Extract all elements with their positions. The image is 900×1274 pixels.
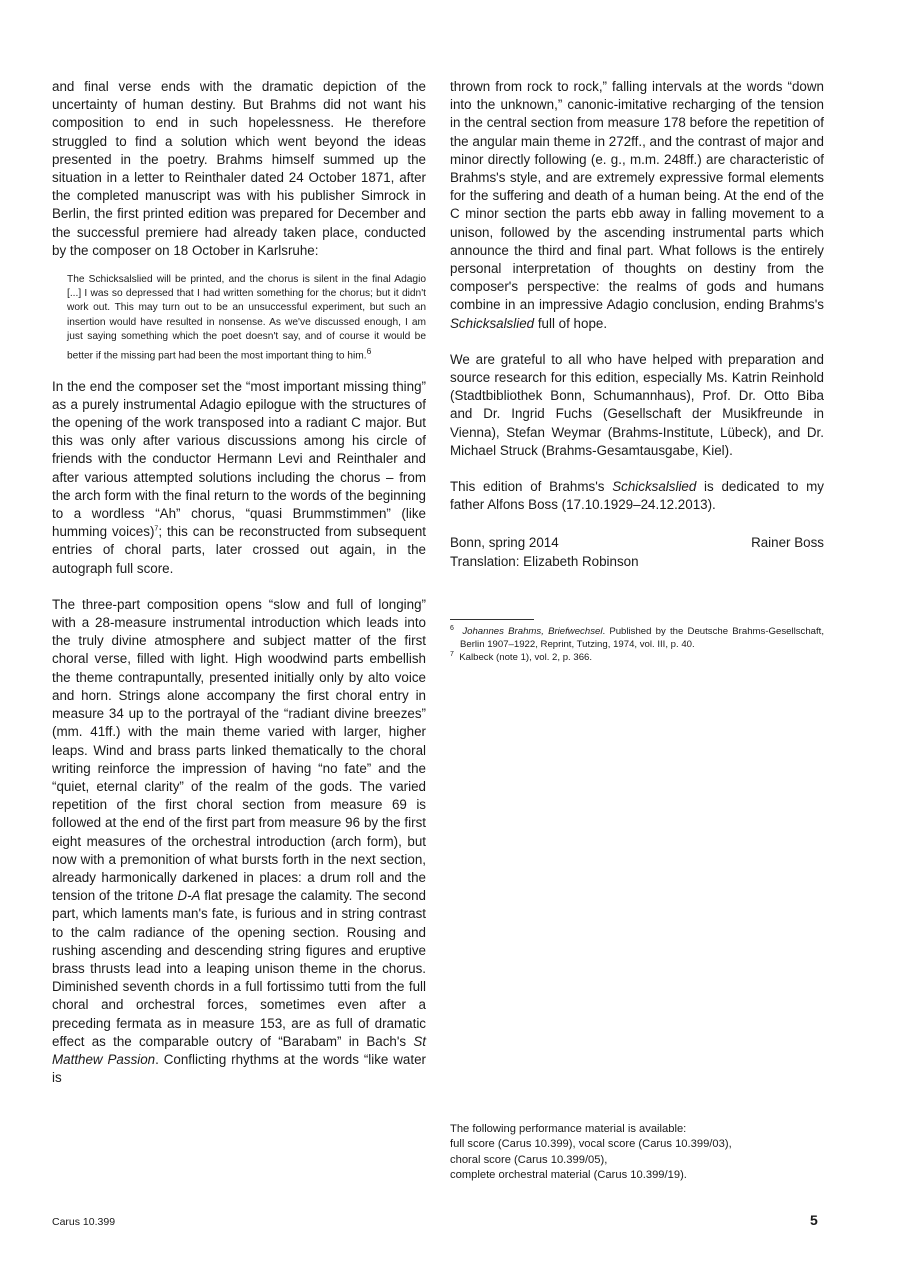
translation-credit: Translation: Elizabeth Robinson [450, 553, 639, 569]
author-name: Rainer Boss [751, 535, 824, 551]
paragraph-text: flat presage the calamity. The second part, which laments man's fate, is furious and in string contrast to the calm radiance of the opening section. Rousing and rushing ascending and descending string figures and eruptive brass thrusts lead into a leaping unison theme in the chorus. Diminished seventh chords in a full fortissimo tutti from the full choral and orchestral forces, sometimes even after a preceding fermata as in measure 153, are as full of dramatic effect as the comparable outcry of “Barabam” in Bach's [52, 888, 427, 1049]
paragraph-text: We are grateful to all who have helped with preparation and source research for this edition, especially Ms. Katrin Reinhold (Stadtbibliothek Bonn, Schumannhaus), Prof. Dr. Otto Biba and Dr. Ingrid Fuchs (Gesellschaft der Musikfreunde in Vienna), Stefan Weymar (Brahms-Institute, Lübeck), and Dr. Michael Struck (Brahms-Gesamtausgabe, Kiel). [450, 351, 824, 458]
place-date: Bonn, spring 2014 [450, 535, 559, 551]
quote-text: The Schicksalslied will be printed, and the chorus is silent in the final Adagio [...] I was so depressed that I had written something for the chorus; but it didn't work out. This may turn out to be an unsuccessful experiment, but such an insertion would have resulted in nonsense. As we've discussed enough, I am just saying something which the poet doesn't say, and of course it would be better if the missing part had been the most important thing to him. [67, 274, 426, 362]
paragraph-text: In the end the composer set the “most important missing thing” as a purely instrumental Adagio epilogue with the structures of the opening of the work transposed into a radiant C major. But this was only after various discussions among his circle of friends with the conductor Hermann Levi and Reinthaler and after various attempted solutions including the chorus – from the arch form with the final return to the words of the beginning to a wordless “Ah” chorus, “quasi Brummstimmen” (like humming voices) [52, 378, 426, 540]
paragraph-destiny [52, 78, 426, 260]
performance-heading: The following performance material is available: [450, 1123, 687, 1135]
footnote-ref-6: 6 [366, 346, 372, 357]
performance-item: complete orchestral material (Carus 10.399/19). [450, 1169, 687, 1182]
work-title-italic: Schicksalslied [450, 315, 535, 331]
performance-item: choral score (Carus 10.399/05), [450, 1153, 608, 1166]
work-title-italic: Schicksalslied [612, 479, 697, 495]
paragraph-text: This edition of Brahms's [450, 479, 613, 495]
paragraph-text: and final verse ends with the dramatic depiction of the uncertainty of human destiny. But Brahms did not want his composition to end in such hopelessness. He therefore struggled to find a solution which went beyond the ideas presented in the poetry. Brahms himself summed up the situation in a letter to Reinthaler dated 24 October 1871, after the completed manuscript was with his publisher Simrock in Berlin, the first printed edition was prepared for December and the successful premiere had already taken place, conducted by the composer on 18 October in Karlsruhe: [52, 79, 426, 258]
paragraph-text: thrown from rock to rock,” falling intervals at the words “down into the unknown,” canonic-imitative recharging of the tension in the central section from measure 178 before the repetition of the angular main theme in 272ff., and the contrast of major and minor directly following (e. g., m.m. 248ff.) are characteristic of Brahms's style, and are extremely expressive formal elements for the suffering and death of a human being. At the end of the C minor section the parts ebb away in falling movement to a unison, followed by the ascending instrumental parts which announce the third and final part. What follows is the entirely personal interpretation of thoughts on destiny from the composer's perspective: the realms of gods and humans combine in an impressive Adagio conclusion, ending Brahms's [450, 79, 824, 313]
page-number: 5 [810, 1212, 818, 1228]
paragraph-style [450, 78, 824, 333]
performance-material [450, 1122, 850, 1184]
paragraph-three-part [52, 596, 426, 1087]
footnote-divider [450, 619, 534, 620]
paragraph-text: . Conflicting rhythms at the words “like water is [52, 1051, 427, 1086]
left-column [52, 78, 426, 1087]
paragraph-text: ; this can be reconstructed from subsequent entries of choral parts, later crossed out again, in the autograph full score. [52, 524, 426, 576]
performance-item: full score (Carus 10.399), vocal score (Carus 10.399/03), [450, 1138, 732, 1151]
footer-catalog: Carus 10.399 [52, 1216, 116, 1228]
paragraph-text: is dedicated to my father Alfons Boss (17.10.1929–24.12.2013). [450, 479, 824, 513]
footnote-number: 6 [450, 624, 454, 632]
work-title-italic: St Matthew Passion [52, 1033, 426, 1067]
footnote-text: . Published by the Deutsche Brahms-Gesellschaft, Berlin 1907–1922, Reprint, Tutzing, 1974, vol. III, p. 40. [460, 625, 824, 650]
paragraph-epilogue [52, 378, 426, 578]
footnote-title: Johannes Brahms, Briefwechsel [462, 625, 603, 637]
footnote-text: Kalbeck (note 1), vol. 2, p. 366. [459, 651, 593, 663]
tritone-italic: D-A [177, 888, 201, 904]
paragraph-text: The three-part composition opens “slow and full of longing” with a 28-measure instrumental introduction which leads into the truly divine atmosphere and subject matter of the first choral verse, filled with light. High woodwind parts embellish the theme contrapuntally, presented initially only by alto voice and horn. Strings alone accompany the first choral entry in measure 34 up to the portrayal of the “radiant divine breezes” (mm. 41ff.) with the main theme varied with larger, higher leaps. Wind and brass parts linked thematically to the choral writing reinforce the impression of having “no fate” and the “quiet, eternal clarity” of the realm of the gods. The varied repetition of the first choral section from measure 69 is followed at the end of the first part from measure 96 by the first eight measures of the orchestral introduction (arch form), but now with a premonition of what bursts forth in the next section, already harmonically darkened in places: a drum roll and the tension of the tritone [52, 596, 426, 904]
footnote-number: 7 [450, 650, 454, 658]
paragraph-dedication [450, 478, 824, 514]
footnote-7 [450, 651, 824, 664]
footnote-6 [450, 625, 824, 651]
footnote-ref-7: 7 [154, 525, 159, 533]
signature-line [450, 534, 824, 552]
right-column [450, 78, 824, 664]
paragraph-text: full of hope. [534, 315, 608, 331]
letter-quote [67, 273, 426, 364]
paragraph-acknowledgements [450, 351, 824, 460]
